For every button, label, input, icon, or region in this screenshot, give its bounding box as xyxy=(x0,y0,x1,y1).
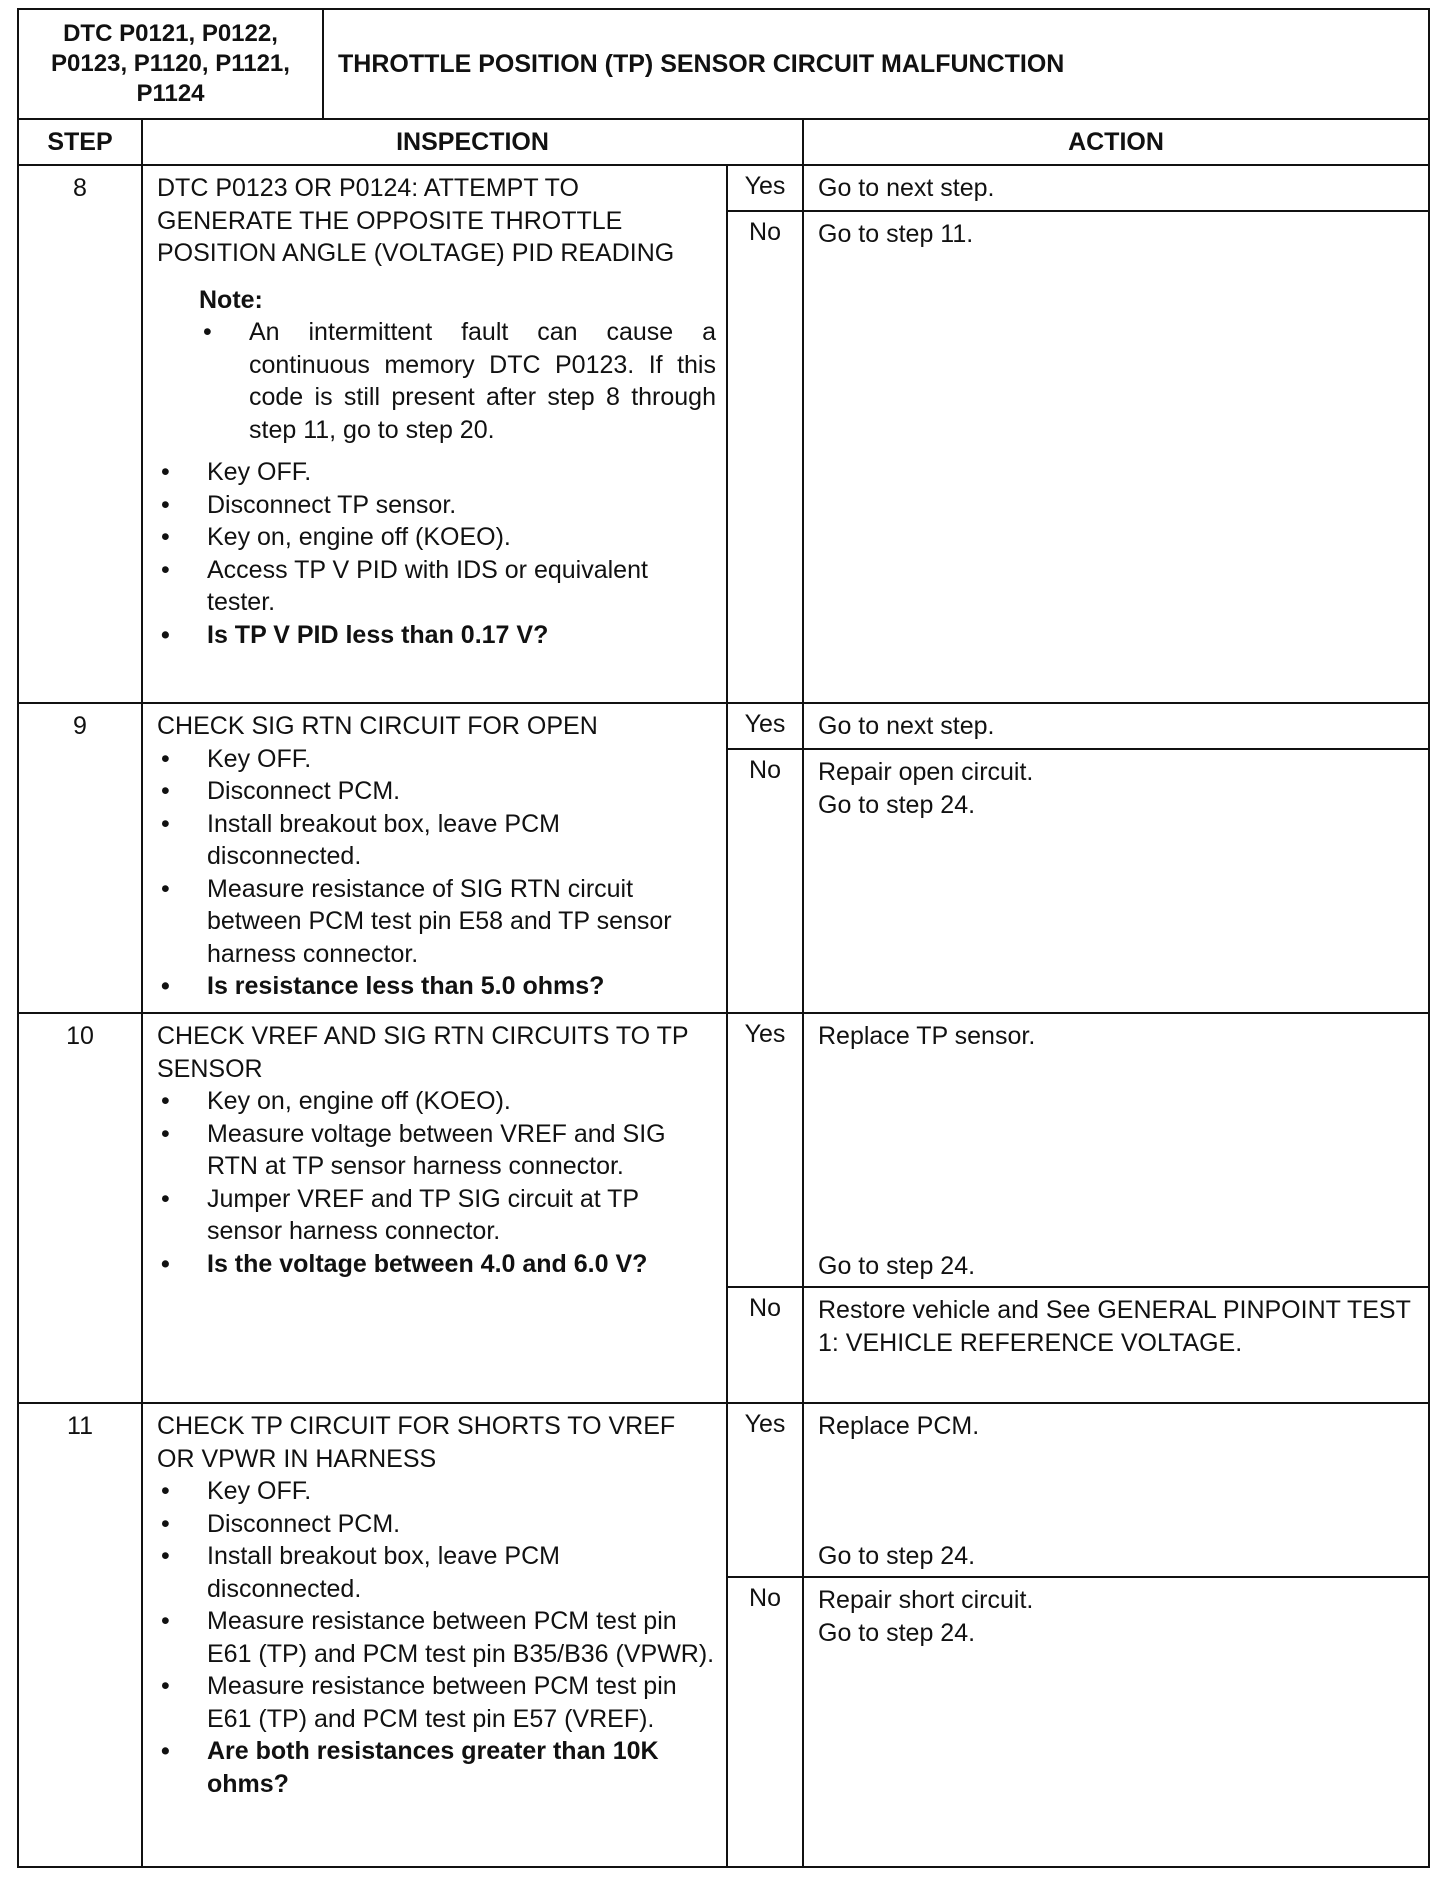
yes-label: Yes xyxy=(727,1403,803,1577)
inspection-question: • Are both resistances greater than 10K ohms? xyxy=(157,1735,716,1800)
inspection-question: • Is the voltage between 4.0 and 6.0 V? xyxy=(157,1248,716,1281)
inspection-item: • Key OFF. xyxy=(157,456,716,489)
yes-action-line-1: Replace TP sensor. xyxy=(818,1022,1036,1050)
yes-action xyxy=(803,1403,1429,1577)
dtc-line-3: P1124 xyxy=(136,80,205,107)
inspection-question: • Is resistance less than 5.0 ohms? xyxy=(157,970,716,1003)
inspection-item: • Key OFF. xyxy=(157,1475,716,1508)
inspection-title: CHECK VREF AND SIG RTN CIRCUITS TO TP SENSOR xyxy=(157,1022,689,1083)
inspection-item: • Key OFF. xyxy=(157,743,716,776)
column-header-row xyxy=(18,119,1429,165)
inspection-title: CHECK TP CIRCUIT FOR SHORTS TO VREF OR VPWR IN HARNESS xyxy=(157,1412,676,1473)
inspection-title: CHECK SIG RTN CIRCUIT FOR OPEN xyxy=(157,712,598,740)
column-header-step: STEP xyxy=(18,119,142,165)
step-9-inspection xyxy=(142,703,727,1013)
yes-label: Yes xyxy=(727,703,803,749)
yes-action-line-2: Go to step 24. xyxy=(818,1541,976,1570)
inspection-item: • Access TP V PID with IDS or equivalent tester. xyxy=(157,554,716,619)
no-action-line-1: Repair short circuit. xyxy=(818,1586,1034,1614)
yes-action: Go to next step. xyxy=(803,703,1429,749)
inspection-item: • Measure resistance between PCM test pin E61 (TP) and PCM test pin E57 (VREF). xyxy=(157,1670,716,1735)
no-action-line-2: Go to step 24. xyxy=(818,1618,976,1647)
inspection-item: • Measure resistance of SIG RTN circuit between PCM test pin E58 and TP sensor harness connector. xyxy=(157,873,716,971)
inspection-item: • Disconnect PCM. xyxy=(157,1508,716,1541)
no-label: No xyxy=(727,211,803,703)
inspection-item: • Disconnect TP sensor. xyxy=(157,489,716,522)
note-label: Note: xyxy=(199,285,263,314)
column-header-action: ACTION xyxy=(803,119,1429,165)
step-number: 10 xyxy=(18,1013,142,1403)
no-action: Go to step 11. xyxy=(803,211,1429,703)
step-8-inspection xyxy=(142,165,727,703)
step-9-row xyxy=(18,703,1429,749)
dtc-line-1: DTC P0121, P0122, xyxy=(63,20,278,47)
yes-label: Yes xyxy=(727,165,803,211)
pinpoint-test-table xyxy=(17,8,1430,1868)
no-label: No xyxy=(727,1287,803,1403)
step-number: 11 xyxy=(18,1403,142,1867)
no-label: No xyxy=(727,749,803,1013)
page-title: THROTTLE POSITION (TP) SENSOR CIRCUIT MALFUNCTION xyxy=(323,9,1429,119)
step-number: 9 xyxy=(18,703,142,1013)
no-action xyxy=(803,1577,1429,1867)
inspection-item: • Install breakout box, leave PCM disconnected. xyxy=(157,1540,716,1605)
inspection-item: • Key on, engine off (KOEO). xyxy=(157,1085,716,1118)
step-10-row xyxy=(18,1013,1429,1287)
no-label: No xyxy=(727,1577,803,1867)
yes-action-line-1: Replace PCM. xyxy=(818,1412,980,1440)
step-number: 8 xyxy=(18,165,142,703)
dtc-codes xyxy=(18,9,323,119)
no-action xyxy=(803,749,1429,1013)
note-item: • An intermittent fault can cause a continuous memory DTC P0123. If this code is still present after step 8 through step 11, go to step 20. xyxy=(199,316,716,446)
inspection-title: DTC P0123 OR P0124: ATTEMPT TO GENERATE THE OPPOSITE THROTTLE POSITION ANGLE (VOLTAGE) PID READING xyxy=(157,174,675,267)
yes-label: Yes xyxy=(727,1013,803,1287)
column-header-inspection: INSPECTION xyxy=(142,119,803,165)
yes-action: Go to next step. xyxy=(803,165,1429,211)
header-row xyxy=(18,9,1429,119)
dtc-line-2: P0123, P1120, P1121, xyxy=(51,50,290,77)
step-8-row xyxy=(18,165,1429,211)
inspection-item: • Key on, engine off (KOEO). xyxy=(157,521,716,554)
inspection-item: • Measure voltage between VREF and SIG RTN at TP sensor harness connector. xyxy=(157,1118,716,1183)
yes-action xyxy=(803,1013,1429,1287)
no-action-line-2: Go to step 24. xyxy=(818,790,976,819)
note-block xyxy=(199,284,716,447)
step-11-inspection xyxy=(142,1403,727,1867)
inspection-item: • Measure resistance between PCM test pin E61 (TP) and PCM test pin B35/B36 (VPWR). xyxy=(157,1605,716,1670)
diagnostic-page xyxy=(17,8,1428,1868)
step-10-inspection xyxy=(142,1013,727,1403)
no-action: Restore vehicle and See GENERAL PINPOINT TEST 1: VEHICLE REFERENCE VOLTAGE. xyxy=(803,1287,1429,1403)
inspection-question: • Is TP V PID less than 0.17 V? xyxy=(157,619,716,652)
step-11-row xyxy=(18,1403,1429,1577)
inspection-item: • Disconnect PCM. xyxy=(157,775,716,808)
yes-action-line-2: Go to step 24. xyxy=(818,1251,976,1280)
no-action-line-1: Repair open circuit. xyxy=(818,758,1034,786)
inspection-item: • Install breakout box, leave PCM disconnected. xyxy=(157,808,716,873)
inspection-item: • Jumper VREF and TP SIG circuit at TP sensor harness connector. xyxy=(157,1183,716,1248)
